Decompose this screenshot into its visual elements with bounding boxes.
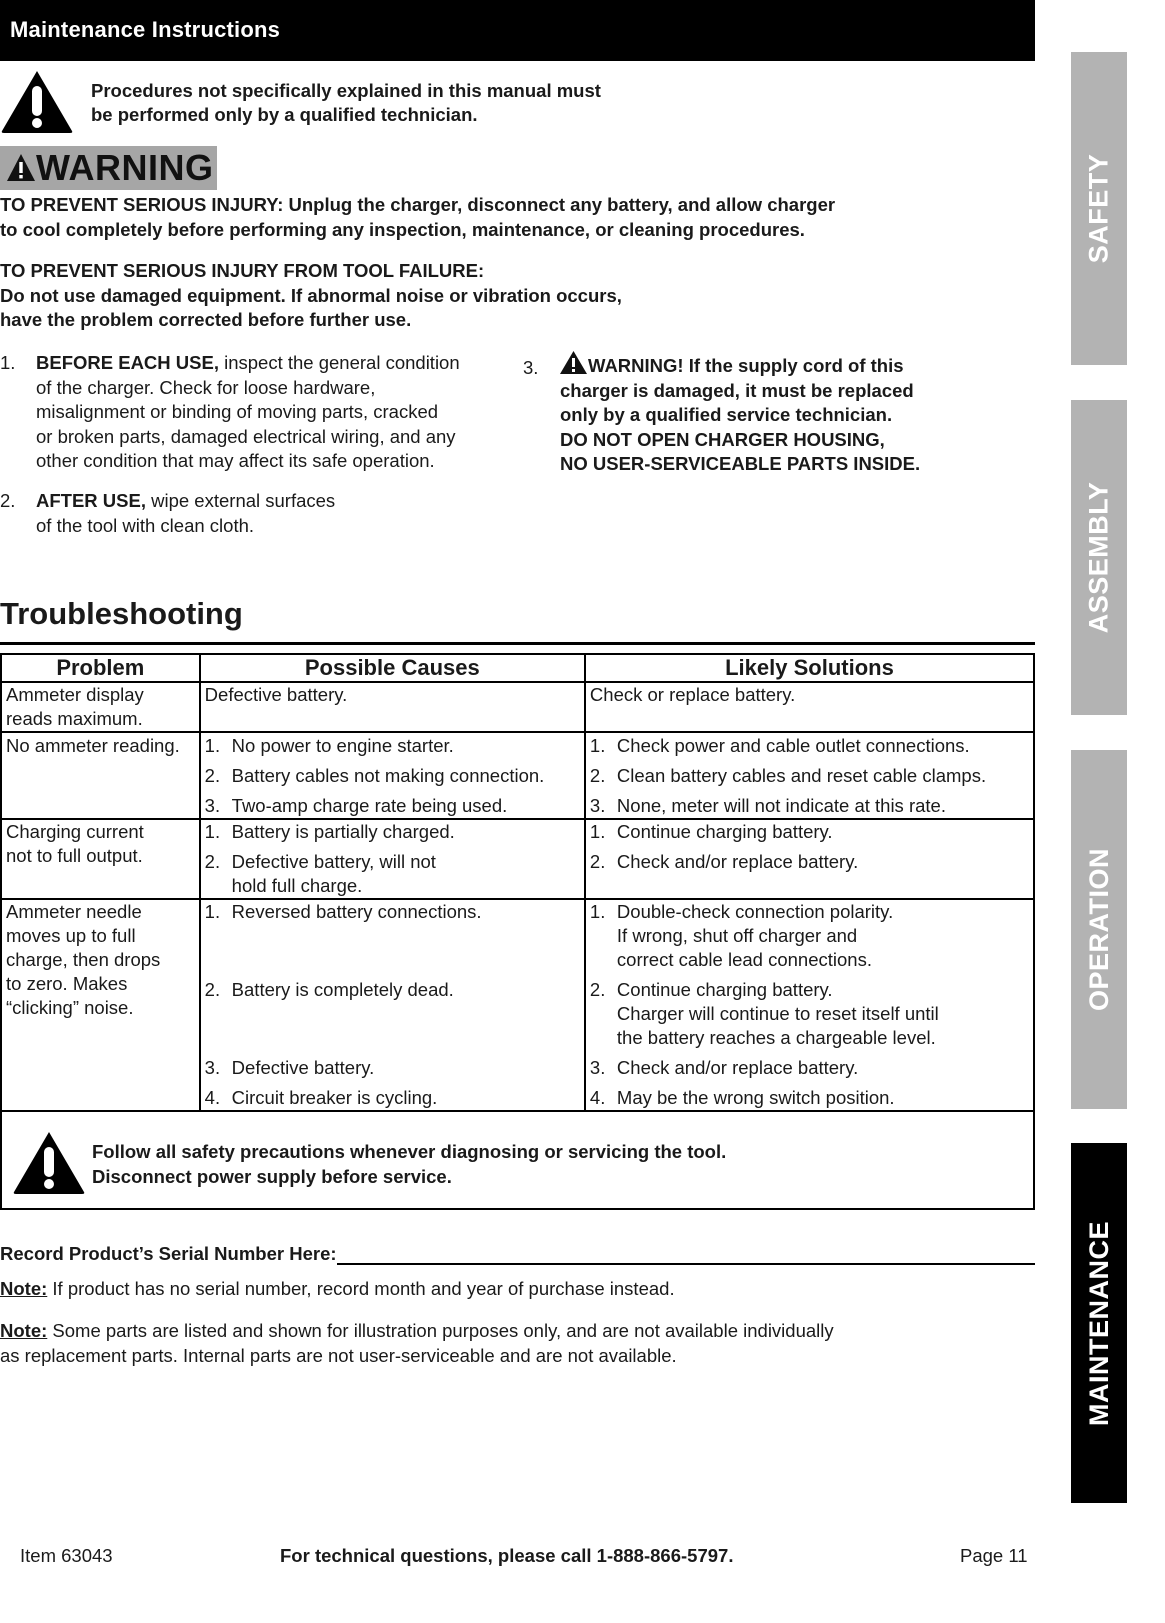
step-line: inspect the general condition xyxy=(218,352,460,373)
footer-item-number: Item 63043 xyxy=(20,1545,113,1566)
section-header-bar xyxy=(0,0,1035,61)
table-row xyxy=(1,819,1034,899)
column-header-problem: Problem xyxy=(1,654,200,682)
list-item xyxy=(205,1056,580,1080)
problem-line: to zero. Makes xyxy=(6,973,128,994)
list-item xyxy=(590,978,1029,1056)
list-item xyxy=(205,794,580,818)
solutions-list xyxy=(590,820,1029,874)
problem-line: not to full output. xyxy=(6,845,143,866)
item-number: 2. xyxy=(204,851,221,872)
item-text: Continue charging battery. xyxy=(616,979,833,1000)
note-label: Note: xyxy=(0,1320,48,1341)
warning-line: TO PREVENT SERIOUS INJURY: Unplug the charger, disconnect any battery, and allow charger xyxy=(0,194,836,215)
item-number: 4. xyxy=(204,1087,221,1108)
item-number: 2. xyxy=(204,765,221,786)
item-number: 1. xyxy=(589,901,606,922)
item-text: hold full charge. xyxy=(231,875,363,896)
item-text: Continue charging battery. xyxy=(616,821,833,842)
item-number: 3. xyxy=(204,1057,221,1078)
safety-note-line: Follow all safety precautions whenever diagnosing or servicing the tool. xyxy=(92,1141,727,1162)
step-line: charger is damaged, it must be replaced xyxy=(560,379,914,401)
item-number: 4. xyxy=(589,1087,606,1108)
side-tab-assembly[interactable] xyxy=(1071,400,1127,715)
side-tab-maintenance[interactable] xyxy=(1071,1143,1127,1503)
troubleshooting-table xyxy=(0,653,1035,1210)
item-text: Check power and cable outlet connections. xyxy=(616,735,970,756)
solutions-list xyxy=(590,900,1029,1110)
problem-cell xyxy=(1,819,200,899)
safety-note-cell xyxy=(1,1111,1034,1209)
item-number: 2. xyxy=(204,979,221,1000)
safety-note-row xyxy=(1,1111,1034,1209)
solution-line: Check or replace battery. xyxy=(589,684,796,705)
warning-triangle-icon xyxy=(6,153,36,183)
table-header-row xyxy=(1,654,1034,682)
list-item xyxy=(205,1086,580,1110)
note-text: If product has no serial number, record month and year of purchase instead. xyxy=(47,1278,675,1299)
item-text: Defective battery, will not xyxy=(231,851,436,872)
item-text: Check and/or replace battery. xyxy=(616,1057,859,1078)
list-item xyxy=(205,734,580,758)
list-item xyxy=(590,900,1029,978)
list-item xyxy=(205,820,580,844)
warning-label: WARNING xyxy=(36,147,214,188)
list-item xyxy=(205,764,580,788)
step-lead: AFTER USE, xyxy=(36,490,146,511)
problem-cell xyxy=(1,899,200,1111)
safety-note-text xyxy=(92,1140,726,1189)
maintenance-step-3 xyxy=(523,351,1003,481)
solutions-cell xyxy=(585,899,1034,1111)
note-serial xyxy=(0,1277,1000,1302)
solutions-list xyxy=(590,734,1029,818)
item-number: 1. xyxy=(589,735,606,756)
problem-line: “clicking” noise. xyxy=(6,997,134,1018)
serial-number-row xyxy=(0,1243,1035,1267)
side-tab-label: MAINTENANCE xyxy=(1083,1220,1114,1426)
warning-paragraph-unplug xyxy=(0,193,1000,242)
side-tab-label: OPERATION xyxy=(1083,847,1114,1012)
maintenance-step-2 xyxy=(0,489,520,549)
safety-note-line: Disconnect power supply before service. xyxy=(92,1165,452,1187)
troubleshooting-title: Troubleshooting xyxy=(0,596,243,631)
column-header-causes: Possible Causes xyxy=(200,654,585,682)
causes-cell xyxy=(200,732,585,819)
step-lead: BEFORE EACH USE, xyxy=(36,352,219,373)
problem-line: reads maximum. xyxy=(6,708,143,729)
causes-list xyxy=(205,734,580,818)
warning-badge xyxy=(0,146,217,190)
item-text: Defective battery. xyxy=(231,1057,375,1078)
caution-text xyxy=(91,79,711,127)
note-parts xyxy=(0,1319,940,1368)
item-number: 1. xyxy=(589,821,606,842)
step-line: or broken parts, damaged electrical wiring, and any xyxy=(36,425,456,447)
item-number: 3. xyxy=(589,795,606,816)
table-row xyxy=(1,899,1034,1111)
step-line: WARNING! If the supply cord of this xyxy=(588,355,904,376)
problem-line: moves up to full xyxy=(6,925,136,946)
step-line: wipe external surfaces xyxy=(145,490,336,511)
list-item xyxy=(590,794,1029,818)
item-text: Battery is partially charged. xyxy=(231,821,455,842)
step-line: NO USER-SERVICEABLE PARTS INSIDE. xyxy=(560,453,921,474)
warning-line: Do not use damaged equipment. If abnormal noise or vibration occurs, xyxy=(0,284,622,306)
item-text: No power to engine starter. xyxy=(231,735,454,756)
item-text: the battery reaches a chargeable level. xyxy=(616,1027,936,1048)
problem-line: No ammeter reading. xyxy=(6,735,180,756)
footer-help-line: For technical questions, please call 1-888-866-5797. xyxy=(280,1545,734,1566)
note-text: Some parts are listed and shown for illustration purposes only, and are not available individually xyxy=(47,1320,834,1341)
item-number: 3. xyxy=(589,1057,606,1078)
item-text: Battery cables not making connection. xyxy=(231,765,545,786)
maintenance-step-1 xyxy=(0,351,520,481)
item-text: May be the wrong switch position. xyxy=(616,1087,895,1108)
note-label: Note: xyxy=(0,1278,48,1299)
warning-line: have the problem corrected before further use. xyxy=(0,309,412,330)
causes-cell xyxy=(200,682,585,732)
item-text: Double-check connection polarity. xyxy=(616,901,894,922)
warning-line: TO PREVENT SERIOUS INJURY FROM TOOL FAILURE: xyxy=(0,260,485,281)
list-item xyxy=(590,734,1029,758)
causes-cell xyxy=(200,819,585,899)
list-item xyxy=(205,900,580,978)
section-divider xyxy=(0,642,1035,645)
list-item xyxy=(590,850,1029,874)
step-number: 2. xyxy=(0,490,16,511)
warning-triangle-icon xyxy=(0,69,74,135)
solutions-cell xyxy=(585,819,1034,899)
step-line: of the tool with clean cloth. xyxy=(36,514,255,536)
item-number: 1. xyxy=(204,901,221,922)
item-number: 1. xyxy=(204,821,221,842)
step-number: 1. xyxy=(0,352,16,373)
side-tab-label: ASSEMBLY xyxy=(1083,481,1114,634)
side-tab-safety[interactable] xyxy=(1071,52,1127,365)
solutions-cell xyxy=(585,732,1034,819)
warning-line: to cool completely before performing any inspection, maintenance, or cleaning procedures. xyxy=(0,218,805,240)
footer-page-number: Page 11 xyxy=(960,1545,1028,1566)
serial-number-field[interactable] xyxy=(337,1243,1035,1265)
side-tab-label: SAFETY xyxy=(1083,153,1114,264)
problem-cell xyxy=(1,682,200,732)
cause-line: Defective battery. xyxy=(204,684,348,705)
list-item xyxy=(205,850,580,898)
problem-line: charge, then drops xyxy=(6,949,161,970)
serial-number-label: Record Product’s Serial Number Here: xyxy=(0,1243,337,1264)
warning-triangle-icon xyxy=(12,1130,86,1196)
problem-line: Charging current xyxy=(6,821,144,842)
list-item xyxy=(590,764,1029,788)
step-number: 3. xyxy=(523,357,539,378)
side-tab-operation[interactable] xyxy=(1071,750,1127,1109)
caution-line: Procedures not specifically explained in this manual must xyxy=(91,80,601,101)
item-text: Charger will continue to reset itself until xyxy=(616,1003,939,1024)
warning-triangle-icon xyxy=(560,351,587,374)
table-row xyxy=(1,732,1034,819)
list-item xyxy=(590,1056,1029,1080)
note-text: as replacement parts. Internal parts are not user-serviceable and are not available. xyxy=(0,1344,677,1366)
item-text: None, meter will not indicate at this rate. xyxy=(616,795,946,816)
section-header-title: Maintenance Instructions xyxy=(10,17,281,42)
list-item xyxy=(590,1086,1029,1110)
list-item xyxy=(590,820,1029,844)
item-number: 2. xyxy=(589,979,606,1000)
caution-line: be performed only by a qualified technician. xyxy=(91,104,478,125)
item-text: If wrong, shut off charger and xyxy=(616,925,858,946)
solutions-cell xyxy=(585,682,1034,732)
problem-line: Ammeter needle xyxy=(6,901,142,922)
item-text: Battery is completely dead. xyxy=(231,979,454,1000)
list-item xyxy=(205,978,580,1056)
item-text: Clean battery cables and reset cable clamps. xyxy=(616,765,987,786)
item-text: Reversed battery connections. xyxy=(231,901,482,922)
item-text: Check and/or replace battery. xyxy=(616,851,859,872)
problem-line: Ammeter display xyxy=(6,684,144,705)
causes-list xyxy=(205,820,580,898)
column-header-solutions: Likely Solutions xyxy=(585,654,1034,682)
item-number: 3. xyxy=(204,795,221,816)
item-number: 1. xyxy=(204,735,221,756)
item-text: Two-amp charge rate being used. xyxy=(231,795,508,816)
step-line: only by a qualified service technician. xyxy=(560,404,893,425)
step-line: misalignment or binding of moving parts, cracked xyxy=(36,401,439,422)
problem-cell xyxy=(1,732,200,819)
item-text: correct cable lead connections. xyxy=(616,949,872,970)
item-number: 2. xyxy=(589,765,606,786)
step-line: other condition that may affect its safe operation. xyxy=(36,450,435,471)
causes-cell xyxy=(200,899,585,1111)
step-line: of the charger. Check for loose hardware, xyxy=(36,376,376,398)
causes-list xyxy=(205,900,580,1110)
warning-paragraph-tool-failure xyxy=(0,259,1000,333)
item-number: 2. xyxy=(589,851,606,872)
item-text: Circuit breaker is cycling. xyxy=(231,1087,438,1108)
step-line: DO NOT OPEN CHARGER HOUSING, xyxy=(560,428,885,450)
table-row xyxy=(1,682,1034,732)
